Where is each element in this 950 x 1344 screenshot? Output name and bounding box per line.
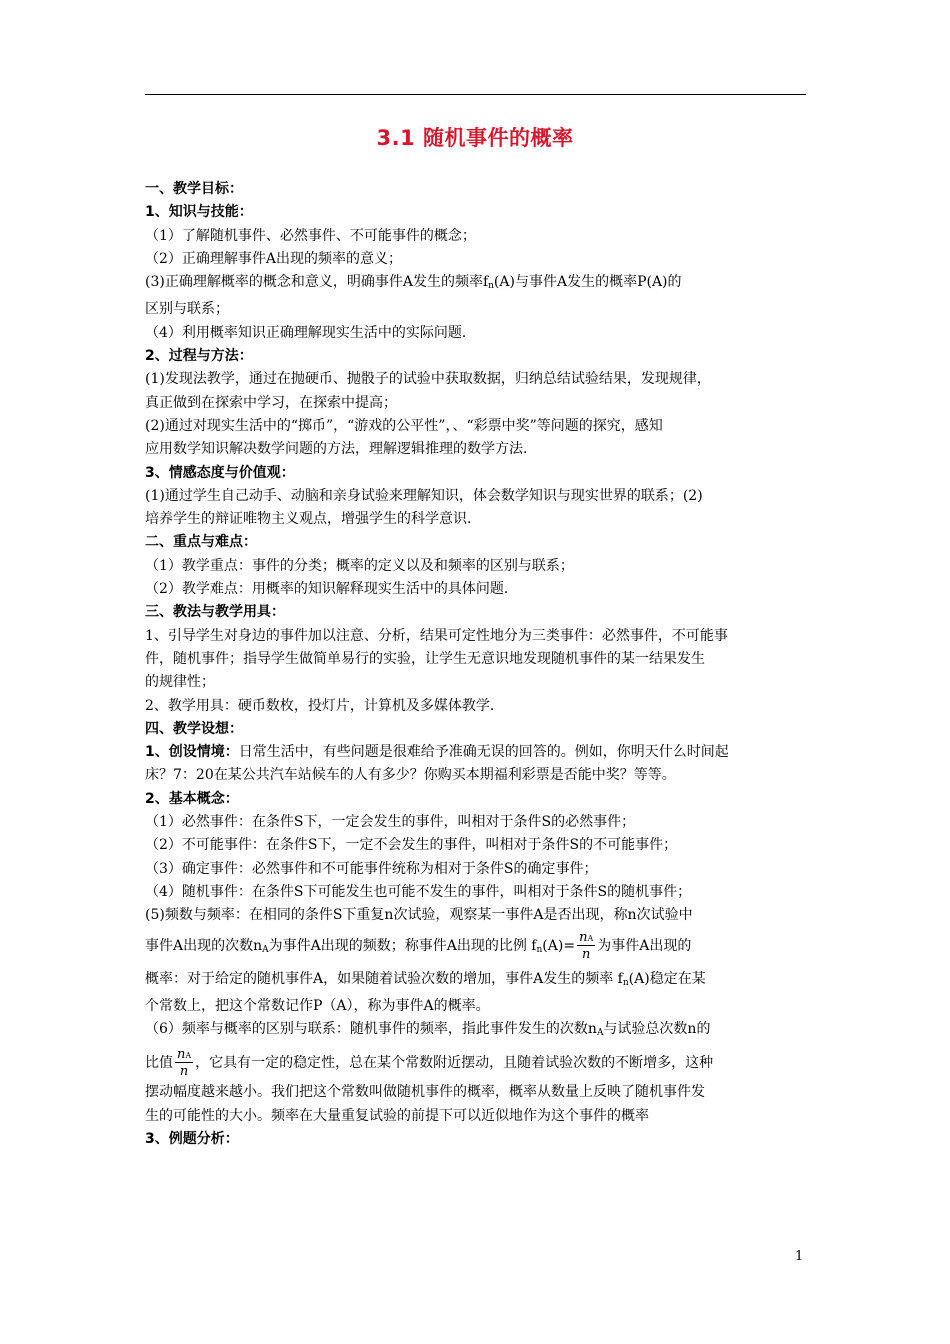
inline-bold-label: 1、创设情境： — [145, 744, 239, 761]
text-line: 个常数上，把这个常数记作P（A），称为事件A的概率。 — [145, 997, 490, 1014]
text-line: 2、教学用具：硬币数枚，投灯片，计算机及多媒体教学． — [145, 697, 504, 714]
text-line: 生的可能性的大小。频率在大量重复试验的前提下可以近似地作为这个事件的概率 — [145, 1107, 649, 1124]
text-line: 比值 $\frac{nA}{n}$ ，它具有一定的稳定性，总在某个常数附近摆动，且随着试验次数的不断增多，这种 — [145, 1047, 714, 1080]
text-line: 事件A出现的次数$n_A$为事件A出现的频数；称事件A出现的比例 $f_n(A)=$ $\frac{nA}{n}$ 为事件A出现的 — [145, 929, 692, 962]
subsection-heading: 1、知识与技能： — [145, 204, 253, 221]
text-line: （2）正确理解事件A出现的频率的意义； — [145, 250, 403, 267]
section-heading: 三、教法与教学用具： — [145, 604, 285, 621]
text-line: 区别与联系； — [145, 301, 229, 318]
text-line: （1）了解随机事件、必然事件、不可能事件的概念； — [145, 227, 476, 244]
text-line: （2）不可能事件：在条件S下，一定不会发生的事件，叫相对于条件S的不可能事件； — [145, 837, 678, 854]
text-line: 真正做到在探索中学习，在探索中提高； — [145, 394, 397, 411]
page-number: 1 — [795, 1249, 804, 1264]
text-line: （1）必然事件：在条件S下，一定会发生的事件，叫相对于条件S的必然事件； — [145, 814, 636, 831]
text-line: 培养学生的辩证唯物主义观点，增强学生的科学意识． — [145, 511, 481, 528]
text-line: 摆动幅度越来越小。我们把这个常数叫做随机事件的概率，概率从数量上反映了随机事件发 — [145, 1084, 705, 1101]
section-heading: 一、教学目标： — [145, 181, 243, 197]
text-line: (1)通过学生自己动手、动脑和亲身试验来理解知识，体会数学知识与现实世界的联系；(2) — [145, 487, 703, 504]
page-title: 3.1 随机事件的概率 — [376, 126, 574, 150]
text-line: 的规律性； — [145, 674, 215, 691]
subsection-heading: 2、过程与方法： — [145, 348, 253, 365]
text-line: (5)频数与频率：在相同的条件S下重复n次试验，观察某一事件A是否出现，称n次试验中 — [145, 907, 693, 924]
text-line: （3）确定事件：必然事件和不可能事件统称为相对于条件S的确定事件； — [145, 860, 598, 877]
text-line: （6）频率与概率的区别与联系：随机事件的频率，指此事件发生的次数$n_A$与试验总次数n的 — [145, 1021, 711, 1039]
text-line: 概率：对于给定的随机事件A，如果随着试验次数的增加，事件A发生的频率 $f_n(A)$稳定在某 — [145, 970, 706, 988]
subsection-heading: 2、基本概念： — [145, 790, 239, 807]
text-line: （2）教学难点：用概率的知识解释现实生活中的具体问题． — [145, 581, 518, 598]
text-line: （1）教学重点：事件的分类；概率的定义以及和频率的区别与联系； — [145, 557, 574, 574]
text-line: （4）利用概率知识正确理解现实生活中的实际问题． — [145, 324, 476, 341]
text-line: 应用数学知识解决数学问题的方法，理解逻辑推理的数学方法． — [145, 441, 537, 458]
text-line: （4）随机事件：在条件S下可能发生也可能不发生的事件，叫相对于条件S的随机事件； — [145, 883, 692, 900]
text-line: 1、引导学生对身边的事件加以注意、分析，结果可定性地分为三类事件：必然事件，不可能事 — [145, 627, 728, 644]
subsection-heading: 3、情感态度与价值观： — [145, 464, 295, 481]
text-line: (1)发现法教学，通过在抛硬币、抛骰子的试验中获取数据，归纳总结试验结果，发现规律， — [145, 371, 711, 388]
text-line: 1、创设情境：日常生活中，有些问题是很难给予准确无误的回答的。例如，你明天什么时间起 — [145, 744, 729, 761]
text-line: (2)通过对现实生活中的“掷币”，“游戏的公平性”，、“彩票中奖”等问题的探究，感知 — [145, 417, 663, 434]
fraction-nA-over-n: $\frac{nA}{n}$ — [177, 1047, 192, 1080]
section-heading: 二、重点与难点： — [145, 534, 257, 551]
document-body — [145, 178, 807, 1151]
section-heading: 四、教学设想： — [145, 720, 243, 737]
fraction-nA-over-n: $\frac{nA}{n}$ — [579, 929, 594, 962]
text-line: 件，随机事件；指导学生做简单易行的实验，让学生无意识地发现随机事件的某一结果发生 — [145, 650, 705, 667]
header-rule — [145, 94, 806, 95]
text-line: 床？7：20在某公共汽车站候车的人有多少？你购买本期福利彩票是否能中奖？等等。 — [145, 767, 676, 784]
subsection-heading: 3、例题分析： — [145, 1130, 239, 1147]
text-line: (3)正确理解概率的概念和意义，明确事件A发生的频率$f_n(A)$与事件A发生的概率P(A)的 — [145, 274, 682, 292]
